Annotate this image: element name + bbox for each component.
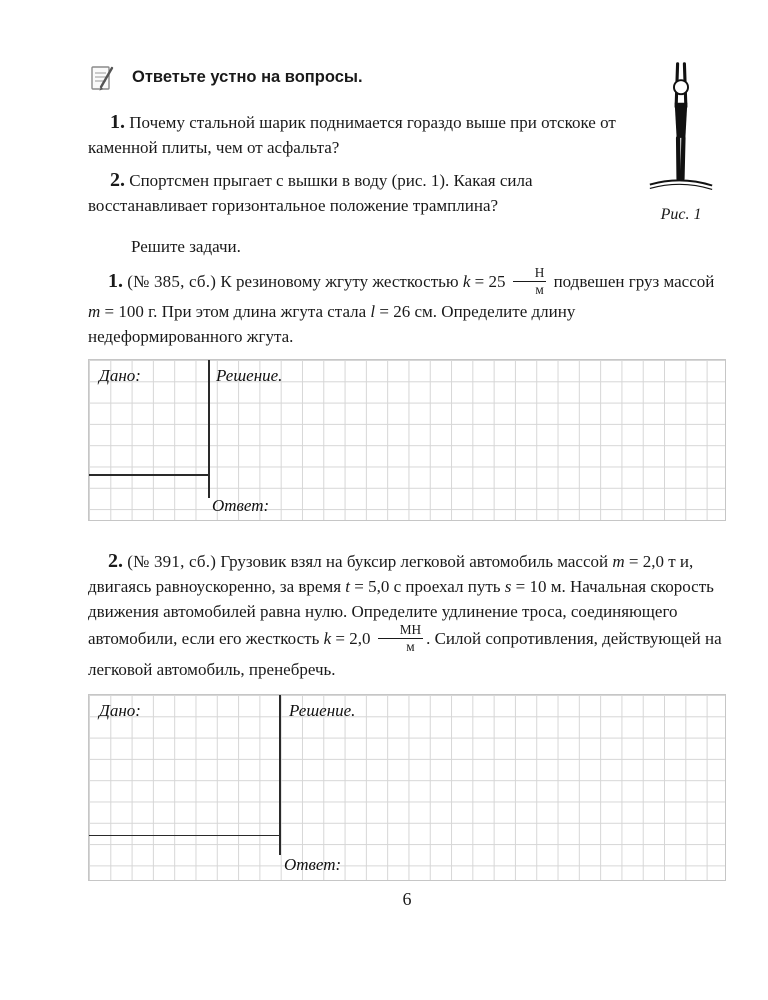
dano-label: Дано: bbox=[99, 700, 141, 720]
diver-on-springboard-icon bbox=[636, 58, 726, 204]
dano-divider bbox=[208, 360, 210, 498]
dano-underline bbox=[89, 474, 208, 476]
task-text: = 26 см. Определите длину недеформированного жгута. bbox=[88, 302, 576, 347]
section-header bbox=[90, 64, 624, 97]
figure-caption: Рис. 1 bbox=[660, 206, 702, 223]
notepad-pencil-icon bbox=[90, 64, 116, 97]
header-instruction: Ответьте устно на вопросы. bbox=[132, 68, 363, 86]
variable-k: k bbox=[323, 629, 332, 649]
otvet-label: Ответ: bbox=[212, 496, 270, 516]
variable-m: m bbox=[612, 552, 625, 572]
task-ref: (№ 391, сб.) bbox=[127, 552, 217, 572]
task-number: 1. bbox=[108, 270, 123, 293]
dano-divider bbox=[279, 695, 281, 855]
task-text: = 2,0 bbox=[331, 629, 375, 649]
variable-t: t bbox=[345, 577, 351, 597]
task-2 bbox=[88, 549, 726, 681]
question-number: 2. bbox=[110, 169, 125, 191]
task-text: подвешен груз массой bbox=[549, 272, 715, 292]
fraction-numerator: Н bbox=[513, 265, 547, 282]
task-number: 2. bbox=[108, 550, 123, 573]
variable-m: m bbox=[88, 302, 101, 322]
task-1 bbox=[88, 267, 726, 349]
task-text: = 100 г. При этом длина жгута стала bbox=[100, 302, 371, 322]
page-content bbox=[88, 58, 726, 910]
fraction-n-per-m bbox=[513, 265, 547, 297]
fraction-denominator: м bbox=[406, 638, 415, 654]
dano-underline bbox=[89, 835, 279, 837]
variable-l: l bbox=[370, 302, 376, 322]
task-ref: (№ 385, сб.) bbox=[127, 272, 217, 292]
oral-question-2 bbox=[88, 168, 726, 218]
work-area-1 bbox=[88, 359, 726, 521]
question-text: Почему стальной шарик поднимается гораздо выше при отскоке от каменной плиты, чем от асфальта? bbox=[88, 113, 616, 157]
task-text: К резиновому жгуту жесткостью bbox=[216, 272, 463, 292]
task-text: = 2,0 т и, двигаясь равноускоренно, за время bbox=[88, 552, 694, 597]
tasks-intro: Решите задачи. bbox=[131, 237, 241, 256]
question-number: 1. bbox=[110, 111, 125, 133]
question-text: Спортсмен прыгает с вышки в воду (рис. 1). Какая сила восстанавливает горизонтальное положение трамплина? bbox=[88, 171, 533, 215]
fraction-denominator: м bbox=[535, 281, 544, 297]
task-text: . Силой сопротивления, действующей на легковой автомобиль, пренебречь. bbox=[88, 629, 722, 679]
fraction-mn-per-m bbox=[378, 622, 423, 654]
task-text: = 10 м. Начальная скорость движения автомобилей равна нулю. Определите удлинение троса, соединяющего автомобили, если его жесткость bbox=[88, 577, 714, 649]
dano-label: Дано: bbox=[99, 366, 141, 386]
variable-s: s bbox=[504, 577, 512, 597]
fraction-numerator: МН bbox=[378, 622, 423, 639]
reshenie-label: Решение. bbox=[289, 700, 356, 720]
work-area-2 bbox=[88, 694, 726, 881]
task-text: = 5,0 с проехал путь bbox=[350, 577, 505, 597]
otvet-label: Ответ: bbox=[284, 854, 342, 874]
figure-1 bbox=[636, 58, 726, 230]
reshenie-label: Решение. bbox=[216, 366, 283, 386]
oral-question-1 bbox=[88, 110, 726, 160]
task-text: = 25 bbox=[470, 272, 510, 292]
task-text: Грузовик взял на буксир легковой автомобиль массой bbox=[216, 552, 613, 572]
variable-k: k bbox=[462, 272, 471, 292]
page-number: 6 bbox=[402, 888, 412, 909]
